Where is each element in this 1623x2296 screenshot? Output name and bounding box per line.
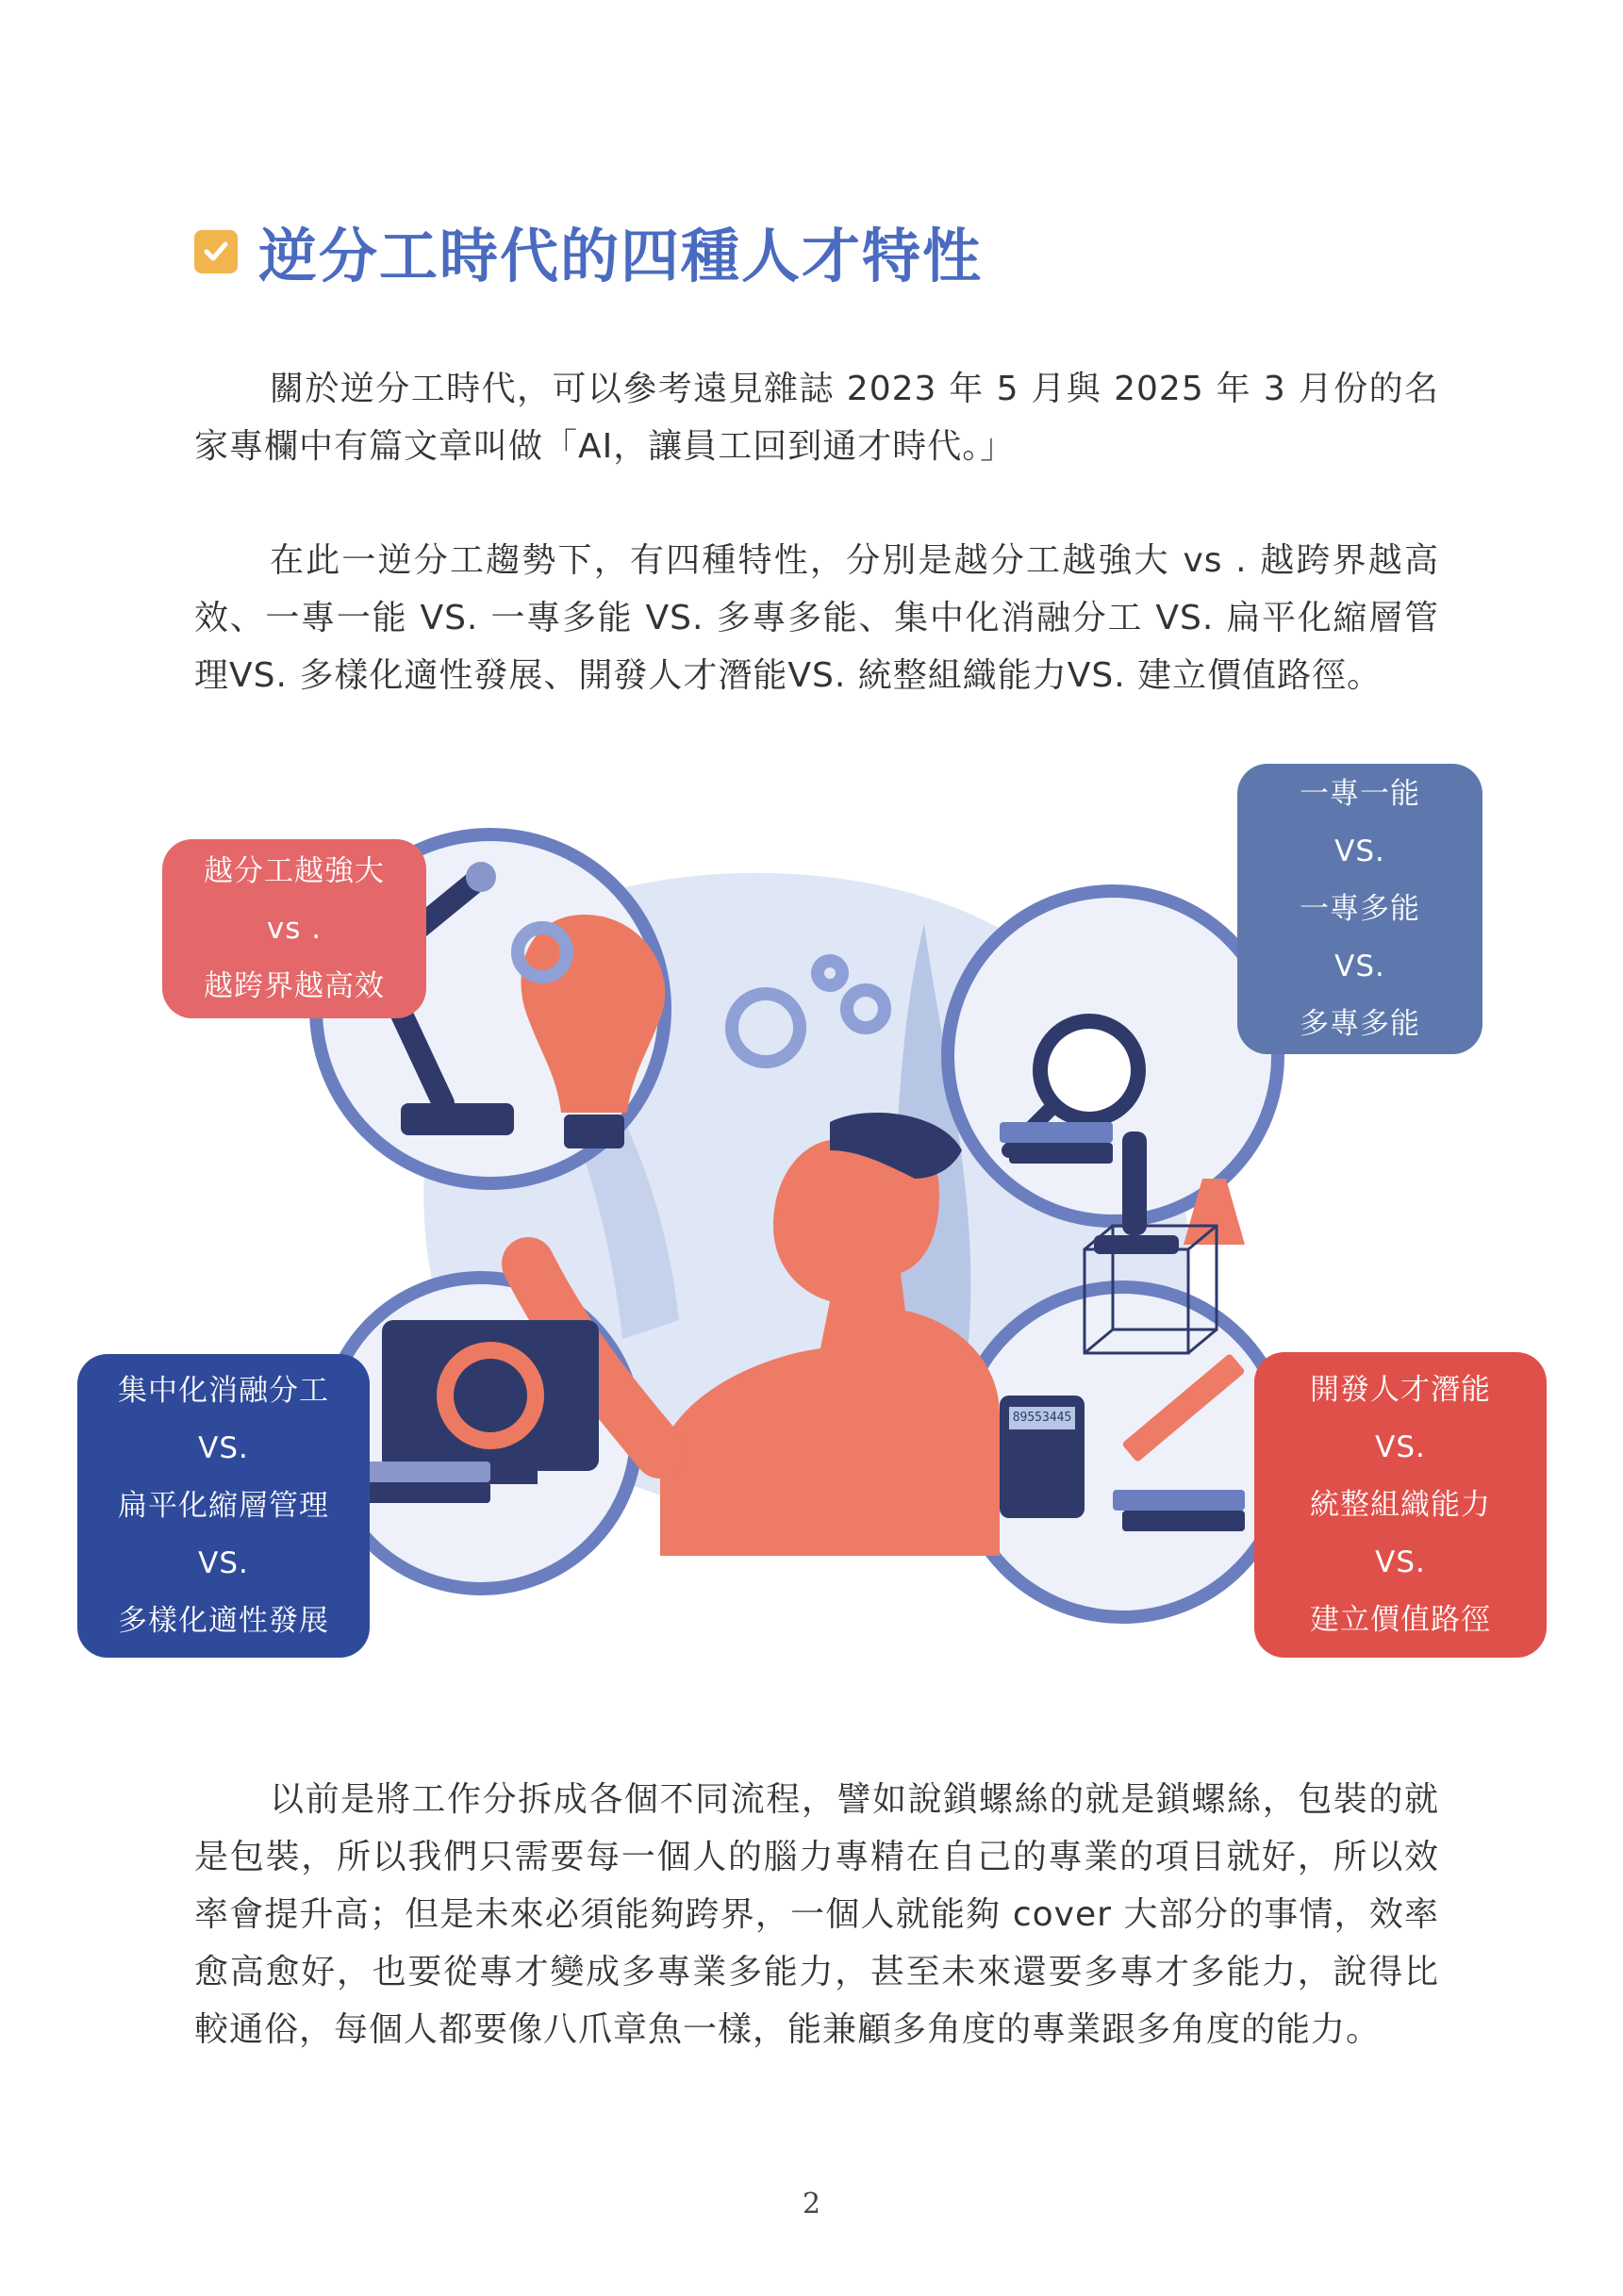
label-box-top-left [162, 839, 426, 1018]
paragraph-explanation: 以前是將工作分拆成各個不同流程，譬如說鎖螺絲的就是鎖螺絲，包裝的就是包裝，所以我們只需要每一個人的腦力專精在自己的專業的項目就好，所以效率會提升高；但是未來必須能夠跨界，一個人就能夠 cover 大部分的事情，效率愈高愈好，也要從專才變成多專業多能力，甚至未來還要多專才多能力，說得比較通俗，每個人都要像八爪章魚一樣，能兼顧多角度的專業跟多角度的能力。 [194, 1780, 1439, 2049]
box-line: 多樣化適性發展 [118, 1603, 329, 1638]
box-line: 多專多能 [1300, 1006, 1420, 1041]
label-box-bottom-right [1254, 1352, 1547, 1658]
box-line: vs . [266, 911, 323, 946]
heading-title: 逆分工時代的四種人才特性 [258, 222, 984, 290]
box-line: 越分工越強大 [204, 853, 385, 888]
box-line: VS. [1375, 1429, 1426, 1464]
box-line: 開發人才潛能 [1310, 1372, 1491, 1407]
box-line: VS. [1334, 834, 1385, 868]
box-line: 一專一能 [1300, 776, 1420, 811]
calculator-display: 89553445 [1012, 1411, 1072, 1425]
box-line: 建立價值路徑 [1310, 1602, 1491, 1637]
paragraph-four-traits: 在此一逆分工趨勢下，有四種特性，分別是越分工越強大 vs . 越跨界越高效、一專一能 VS. 一專多能 VS. 多專多能、集中化消融分工 VS. 扁平化縮層管理VS. 多樣化適性發展、開發人才潛能VS. 統整組織能力VS. 建立價值路徑。 [194, 541, 1439, 695]
section-heading [194, 209, 983, 293]
page-number: 2 [802, 2188, 821, 2221]
box-line: VS. [198, 1430, 249, 1465]
checkbox-icon [194, 230, 238, 273]
box-line: 扁平化縮層管理 [118, 1488, 329, 1523]
label-box-top-right [1237, 764, 1482, 1054]
label-box-bottom-left [77, 1354, 370, 1658]
box-line: 集中化消融分工 [118, 1373, 329, 1408]
box-line: VS. [1334, 949, 1385, 983]
box-line: 越跨界越高效 [204, 968, 385, 1003]
box-line: VS. [1375, 1544, 1426, 1579]
box-line: 統整組織能力 [1310, 1487, 1491, 1522]
paragraph-intro: 關於逆分工時代，可以參考遠見雜誌 2023 年 5 月與 2025 年 3 月份的名家專欄中有篇文章叫做「AI，讓員工回到通才時代。」 [194, 370, 1439, 466]
box-line: 一專多能 [1300, 891, 1420, 926]
box-line: VS. [198, 1545, 249, 1580]
